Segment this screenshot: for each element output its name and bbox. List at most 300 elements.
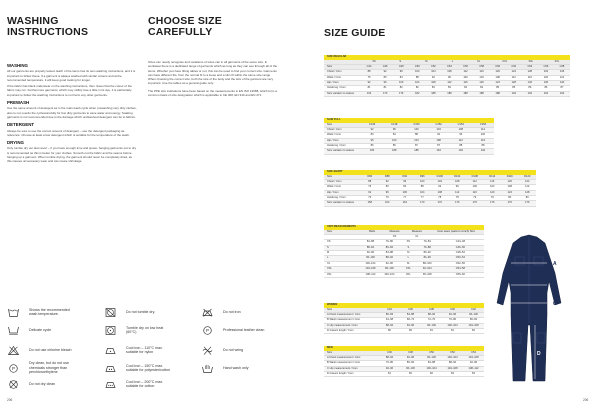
table-title: SLIM FULL xyxy=(324,118,494,123)
men-table xyxy=(324,346,484,377)
row-label: Hip / Com xyxy=(327,81,339,85)
table-cell: 108–112 xyxy=(365,272,376,276)
detergent-subtitle: DETERGENT xyxy=(7,122,35,128)
table-cell: 83 xyxy=(472,372,475,376)
table-cell: 116 xyxy=(490,179,495,183)
row-label: Size xyxy=(327,64,333,68)
table-cell: 108 xyxy=(447,70,452,74)
table-cell: 83 xyxy=(451,372,454,376)
table-cell: 100 xyxy=(414,127,419,131)
table-cell: 100–104 xyxy=(365,261,376,265)
table-cell: 88–100 xyxy=(422,261,432,265)
washing-subtitle: WASHING xyxy=(7,63,28,68)
svg-text:P: P xyxy=(11,365,16,371)
women-table xyxy=(324,303,484,334)
table-cell: 188 xyxy=(463,91,468,95)
table-cell: 104–108 xyxy=(447,366,458,370)
washing-text-column xyxy=(7,60,137,166)
table-cell: 108 xyxy=(455,179,460,183)
table-cell: 124 xyxy=(559,75,565,79)
table-row xyxy=(324,329,484,334)
table-cell: 77 xyxy=(403,196,407,200)
table-cell: C66 xyxy=(543,64,549,68)
table-cell: D112 xyxy=(489,174,496,178)
row-label: Inside leg / Com xyxy=(327,144,346,148)
table-cell: 87 xyxy=(414,144,418,148)
table-cell: D108 xyxy=(471,174,478,178)
table-cell: 81 xyxy=(383,86,387,90)
table-cell: 120 xyxy=(543,75,549,79)
choose-paragraph-2: The PPE size indications have been based on the measurements in EN ISO 13688, which form a common basis of size designation which is applicable in CE 468, EN 340 and EN 471. xyxy=(148,88,277,98)
table-cell: 84 xyxy=(403,185,407,189)
care-item-no-wring: Do not wring xyxy=(202,344,271,356)
table-cell: XL xyxy=(406,261,410,265)
table-cell: 76 xyxy=(367,75,371,79)
row-label: Size variation to stature xyxy=(327,149,355,153)
unit-header-row: Size Belts Measure Measure Inner seam (waist to crotch) Size xyxy=(324,230,484,235)
no-tumble-dry-icon xyxy=(105,307,116,317)
table-cell: C146 xyxy=(368,122,376,126)
table-cell: 176 xyxy=(455,201,460,205)
row-label: M xyxy=(327,251,330,255)
table-cell: 170 xyxy=(437,201,442,205)
table-cell: 116 xyxy=(479,70,484,74)
table-cell: 80 xyxy=(388,329,391,333)
table-row xyxy=(324,92,570,97)
care-item-iron-110: Cool iron – 110°C max. suitable for nylon xyxy=(105,344,174,356)
table-cell: 124 xyxy=(511,70,516,74)
row-label: A Chest measurement / Com xyxy=(327,355,361,359)
label-c: C xyxy=(553,301,557,307)
table-cell: 88 xyxy=(459,144,463,148)
table-cell: 194 xyxy=(436,149,441,153)
row-label: Size variation to stature xyxy=(327,201,355,205)
care-item-delicate: Delicate cycle xyxy=(8,324,77,336)
care-item-professional: P Professional leather clean xyxy=(202,324,271,336)
table-cell: D92 xyxy=(402,174,408,178)
table-cell: 96 xyxy=(392,127,396,131)
table-cell: 104 xyxy=(420,190,425,194)
row-label: Size xyxy=(327,350,333,354)
table-cell: C150 xyxy=(413,122,420,126)
size-short-table xyxy=(324,170,536,207)
table-cell: 194 xyxy=(511,91,516,95)
table-cell: 100–104 xyxy=(447,323,458,327)
table-cell: C68 xyxy=(559,64,565,68)
table-cell: 84–96 xyxy=(423,256,431,260)
table-cell: 194 xyxy=(480,149,486,153)
row-label: Size xyxy=(327,174,333,178)
table-cell: 80 xyxy=(508,196,512,200)
table-cell: M xyxy=(407,251,410,255)
svg-text:P: P xyxy=(205,327,210,333)
table-cell: 92 xyxy=(370,127,374,131)
table-row xyxy=(324,273,484,278)
table-cell: 100 xyxy=(399,81,404,85)
table-cell: 86 xyxy=(392,144,396,148)
table-cell: 81 xyxy=(430,329,433,333)
table-cell: 85 xyxy=(496,86,500,90)
table-cell: 88–92 xyxy=(366,245,375,249)
prewash-paragraph: Use the same amount of detergent as in the main wash cycle when prewashing very dirty clothes, also to not overdo the cyclescarefully for few dirty garments to save water and energy. Soaking garments is not recommended due to the damage which undissolved detergent can do to fabrics. xyxy=(7,106,137,119)
table-cell: 82 xyxy=(415,86,419,90)
table-cell: 128 xyxy=(527,70,532,74)
table-cell: C42 xyxy=(471,307,476,311)
table-cell: 194 xyxy=(458,149,463,153)
table-cell: 132 xyxy=(527,81,532,85)
size-guide-heading: SIZE GUIDE xyxy=(324,27,386,39)
table-cell: 96–108 xyxy=(422,272,432,276)
care-item-no-bleach: Do not use chlorine bleach xyxy=(8,344,77,356)
table-cell: 176 xyxy=(507,201,512,205)
row-label: C Hip measurement / Com xyxy=(327,366,358,370)
table-cell: 84–88 xyxy=(406,312,415,316)
table-cell: 79 xyxy=(490,196,494,200)
table-cell: C34 xyxy=(387,307,392,311)
table-cell: 96 xyxy=(385,190,389,194)
row-label: Chest / Com xyxy=(327,179,342,183)
table-cell: 68–72 xyxy=(406,318,415,322)
table-cell: C38 xyxy=(429,307,434,311)
table-cell: 76 xyxy=(385,196,389,200)
table-cell: 83 xyxy=(447,86,451,90)
table-cell: 88–92 xyxy=(448,361,457,365)
table-cell: 100 xyxy=(415,70,420,74)
table-cell: 96–100 xyxy=(469,312,478,316)
table-cell: 194 xyxy=(527,91,532,95)
table-cell: 100–104 xyxy=(447,355,458,359)
tumble-dry-low-icon xyxy=(105,325,116,335)
table-cell: 87 xyxy=(437,144,441,148)
table-cell: C52 xyxy=(450,350,455,354)
table-cell: C64 xyxy=(527,64,533,68)
table-cell: 100 xyxy=(402,190,407,194)
table-cell: 120 xyxy=(490,190,495,194)
table-cell: 80–84 xyxy=(469,318,478,322)
table-cell: C56 xyxy=(463,64,468,68)
table-cell: 128 xyxy=(511,81,516,85)
table-cell: 85 xyxy=(512,86,516,90)
table-cell: 82 xyxy=(472,329,475,333)
table-cell: 81 xyxy=(367,86,371,90)
care-item-dry-clean: P Dry clean, but do not use chemicals stronger than perchloroethylene xyxy=(8,362,77,374)
table-cell: 88 xyxy=(367,70,371,74)
wash-temp-icon xyxy=(8,307,19,317)
washing-paragraph-2: If the fabric has black underwear on the washing instructions, then rinses that the colour of the fabric may run. Furthermore garments, which may visibly lose a little in its dye, it is particularly important to follow the washing instructions to not harm any other garments. xyxy=(7,84,132,97)
table-cell: 100 xyxy=(420,179,425,183)
table-cell: C46–50 xyxy=(455,245,465,249)
table-cell: 164 xyxy=(366,91,372,95)
row-label: Size variation to stature xyxy=(327,91,355,95)
table-cell: 92 xyxy=(431,75,435,79)
table-cell: 136 xyxy=(559,70,565,74)
table-cell: 140 xyxy=(559,81,565,85)
table-cell: 88 xyxy=(414,133,418,137)
table-cell: 72–76 xyxy=(427,318,436,322)
table-cell: 164 xyxy=(402,201,407,205)
slim-full-table xyxy=(324,118,494,155)
table-cell: 124 xyxy=(495,81,500,85)
table-cell: 96 xyxy=(455,185,459,189)
table-cell: 78 xyxy=(438,196,442,200)
table-cell: 81 xyxy=(388,372,391,376)
table-cell: 84 xyxy=(392,133,396,137)
table-cell: 80–84 xyxy=(406,361,415,365)
table-cell: 84–88 xyxy=(427,361,436,365)
table-cell: D104 xyxy=(454,174,461,178)
table-cell: 84 xyxy=(399,75,403,79)
table-cell: 96 xyxy=(459,133,463,137)
table-cell: 76–80 xyxy=(385,240,393,244)
table-cell: 104 xyxy=(436,127,441,131)
table-cell: 92 xyxy=(437,133,441,137)
table-cell: 112 xyxy=(472,179,477,183)
table-cell: 76–88 xyxy=(423,245,431,249)
table-cell: 92 xyxy=(385,179,389,183)
table-cell: D84 xyxy=(367,174,373,178)
label-d: D xyxy=(537,351,541,357)
care-item-no-iron: Do not iron xyxy=(202,306,271,318)
care-item-tumble-low: Tumble dry on low heat (60°C) xyxy=(105,324,174,336)
table-cell: 92–96 xyxy=(406,355,415,359)
table-row xyxy=(324,372,484,377)
table-cell: 100 xyxy=(480,133,486,137)
table-cell: 88–92 xyxy=(385,355,394,359)
table-cell: 88 xyxy=(368,179,372,183)
row-label: L xyxy=(327,256,329,260)
table-cell: 81 xyxy=(451,329,454,333)
table-cell: 108 xyxy=(458,127,463,131)
row-label: Inside leg / Com xyxy=(327,86,346,90)
row-label: Size xyxy=(327,122,333,126)
row-label: Chest / Com xyxy=(327,70,342,74)
table-cell: 170 xyxy=(420,201,425,205)
table-cell: 88–92 xyxy=(385,323,394,327)
table-cell: 92–96 xyxy=(469,361,478,365)
table-cell: 92–96 xyxy=(385,261,393,265)
table-cell: 104 xyxy=(431,70,436,74)
table-cell: 86 xyxy=(370,144,374,148)
table-cell: C46 xyxy=(382,64,388,68)
table-cell: 170 xyxy=(382,91,388,95)
table-cell: 104 xyxy=(490,185,495,189)
care-item-no-tumble: Do not tumble dry. xyxy=(105,306,174,318)
row-label: XXL xyxy=(327,267,332,271)
table-cell: 80–92 xyxy=(423,251,431,255)
row-label: B Waist measurement / Com xyxy=(327,361,361,365)
table-cell: C54–58 xyxy=(455,267,465,271)
no-dry-clean-icon xyxy=(8,379,19,389)
overall-illustration xyxy=(495,233,563,383)
table-cell: 92–96 xyxy=(366,251,375,255)
care-item-no-dry-clean: Do not dry clean xyxy=(8,378,77,390)
row-label: Waist / Com xyxy=(327,133,342,137)
table-cell: 92 xyxy=(367,81,371,85)
page-number-left: 206 xyxy=(7,398,13,402)
table-cell: 88–92 xyxy=(385,256,393,260)
table-cell: 116 xyxy=(472,190,477,194)
table-cell: C48–52 xyxy=(455,251,465,255)
table-cell: 76–80 xyxy=(448,318,457,322)
table-cell: C54 xyxy=(447,64,452,68)
table-cell: C44 xyxy=(366,64,372,68)
drying-paragraph: Only tumble dry our last resort – if you have enough time and space, hanging garments out to dry is recommended as this is better for your clothes. Smooth out the fabric and the seams before hanging up a garment. When tumble drying, the garment should never be completely dried, as this causes unnecessary wear and can cause shrinkage. xyxy=(7,146,137,164)
table-cell: 112 xyxy=(463,70,468,74)
table-cell: 88 xyxy=(481,144,485,148)
table-cell: 77 xyxy=(420,196,424,200)
iron-200-icon xyxy=(105,379,116,389)
table-cell: 100 xyxy=(472,185,477,189)
table-cell: 112 xyxy=(525,185,530,189)
unit-measurements-table xyxy=(324,225,484,278)
table-cell: 104 xyxy=(415,81,420,85)
table-cell: 3XL xyxy=(405,272,411,276)
washing-heading: WASHING INSTRUCTIONS xyxy=(7,15,89,38)
table-cell: C50 xyxy=(414,64,420,68)
delicate-cycle-icon xyxy=(8,325,19,335)
table-cell: 88–92 xyxy=(427,312,436,316)
row-label: XS xyxy=(327,240,331,244)
row-label: Inside leg / Com xyxy=(327,196,346,200)
table-cell: 84–88 xyxy=(385,251,393,255)
table-cell: C148 xyxy=(391,122,398,126)
table-cell: 80 xyxy=(409,329,412,333)
table-cell: C54 xyxy=(471,350,476,354)
table-cell: 108 xyxy=(507,185,512,189)
row-label: B Waist measurement / Com xyxy=(327,318,361,322)
row-label: A Chest measurement / Com xyxy=(327,312,361,316)
table-cell: 80 xyxy=(525,196,529,200)
table-cell: 83 xyxy=(431,86,435,90)
table-cell: 86 xyxy=(528,86,532,90)
table-cell: C52–56 xyxy=(455,261,465,265)
detergent-paragraph: Always be sure to use the correct amount of detergent – use the detergent packaging as reference. Choose at least a few detergent which is suitable for the temperature of the wash. xyxy=(7,128,130,137)
table-cell: 112 xyxy=(447,81,452,85)
table-cell: D96 xyxy=(419,174,425,178)
care-symbols-legend xyxy=(8,306,298,392)
care-item-wash-temp: Shows the recommended wash temperature. xyxy=(8,306,77,318)
table-cell: 84–88 xyxy=(366,240,375,244)
table-cell: 112 xyxy=(455,190,460,194)
iron-150-icon xyxy=(105,363,116,373)
table-title: SIZE SHORT xyxy=(324,170,536,175)
label-a: A xyxy=(553,261,557,267)
table-cell: 84 xyxy=(480,86,484,90)
no-bleach-icon xyxy=(8,345,19,355)
table-cell: 78 xyxy=(455,196,459,200)
table-cell: 116 xyxy=(527,75,532,79)
table-cell: 108 xyxy=(495,75,500,79)
row-label: C Hip measurement / Com xyxy=(327,323,358,327)
choose-size-text-column xyxy=(148,60,278,100)
table-cell: C152 xyxy=(435,122,442,126)
table-cell: C62 xyxy=(511,64,517,68)
no-iron-icon xyxy=(202,307,213,317)
table-cell: 124 xyxy=(525,179,530,183)
table-cell: 92 xyxy=(383,70,387,74)
table-cell: 176 xyxy=(399,91,404,95)
row-label: XL xyxy=(327,261,331,265)
size-group-row: XS S M L XL XXL 3XL 4XL xyxy=(324,60,570,65)
table-cell: 188 xyxy=(431,91,436,95)
table-cell: 104 xyxy=(479,75,484,79)
table-cell: D100 xyxy=(436,174,443,178)
table-cell: 92 xyxy=(438,185,442,189)
table-cell: S xyxy=(407,245,410,249)
choose-paragraph-1: Sizes can nearly recognise and variations of sizes can in all garments of the same size. In workwear there is a dedicated range of garments which as long as they can see through all of the items. Whether you have fitting tables or not, this can be used to find your correct size. Garments can have different fits, from the normal fit to a loose and a slim fit within the same size range. When choosing the correct size, both the size of the body and the size of the garment are very important. Use the tables as a general guide only. xyxy=(148,60,278,86)
table-cell: 104 xyxy=(414,138,419,142)
row-label: Hip / Com xyxy=(327,190,339,194)
table-cell: 87 xyxy=(560,86,564,90)
drying-subtitle: DRYING xyxy=(7,140,24,146)
table-cell: C52 xyxy=(430,64,436,68)
table-cell: 96–100 xyxy=(427,323,436,327)
row-label: D Inseam length / Com xyxy=(327,329,354,333)
table-cell: 100–104 xyxy=(426,366,437,370)
table-cell: 104 xyxy=(437,179,442,183)
prewash-subtitle: PREWASH xyxy=(7,100,30,106)
no-wring-icon xyxy=(202,345,213,355)
table-cell: 120 xyxy=(507,179,512,183)
table-cell: 79 xyxy=(473,196,477,200)
table-cell: 194 xyxy=(543,91,549,95)
table-cell: 188 xyxy=(414,149,419,153)
table-cell: C50–54 xyxy=(455,256,465,260)
iron-110-icon xyxy=(105,345,116,355)
table-cell: 96–100 xyxy=(406,366,415,370)
table-cell: D120 xyxy=(524,174,531,178)
table-cell: 70–84 xyxy=(423,240,431,244)
choose-size-heading: CHOOSE SIZE CAREFULLY xyxy=(148,15,222,38)
table-cell: 104–108 xyxy=(468,355,479,359)
table-cell: 96 xyxy=(370,138,374,142)
table-cell: 82 xyxy=(430,372,433,376)
table-cell: 76 xyxy=(368,196,372,200)
table-cell: 176 xyxy=(472,201,477,205)
table-cell: 176 xyxy=(525,201,530,205)
table-cell: 92 xyxy=(368,190,372,194)
table-cell: 108 xyxy=(437,190,442,194)
table-title: MEN xyxy=(324,346,484,351)
table-cell: 120 xyxy=(479,81,484,85)
table-cell: 96–100 xyxy=(427,355,436,359)
table-cell: 64–68 xyxy=(385,318,394,322)
table-cell: 116 xyxy=(480,138,486,142)
table-cell: C156 xyxy=(479,122,487,126)
table-cell: C40 xyxy=(450,307,455,311)
table-cell: XXL xyxy=(405,267,411,271)
care-item-hand-wash: Hand wash only xyxy=(202,362,271,374)
care-item-iron-200: Cool iron – 200°C max. suitable for cotton xyxy=(105,378,174,390)
table-cell: C48 xyxy=(398,64,404,68)
label-b: B xyxy=(553,283,557,289)
table-cell: L xyxy=(407,256,410,260)
table-cell: 100 xyxy=(392,138,397,142)
table-cell: C36 xyxy=(408,307,413,311)
table-cell: 188 xyxy=(392,149,397,153)
size-regular-table xyxy=(324,55,570,97)
table-cell: 82 xyxy=(409,372,412,376)
table-cell: 80 xyxy=(383,75,387,79)
table-cell: C58 xyxy=(479,64,484,68)
table-cell: 92–104 xyxy=(422,267,432,271)
table-cell: 84 xyxy=(464,86,467,90)
row-label: D Inseam length / Com xyxy=(327,372,354,376)
table-cell: 132 xyxy=(543,70,549,74)
table-cell: C46 xyxy=(387,350,392,354)
table-title: WOMEN xyxy=(324,303,484,308)
row-label: Hip / Com xyxy=(327,138,339,142)
